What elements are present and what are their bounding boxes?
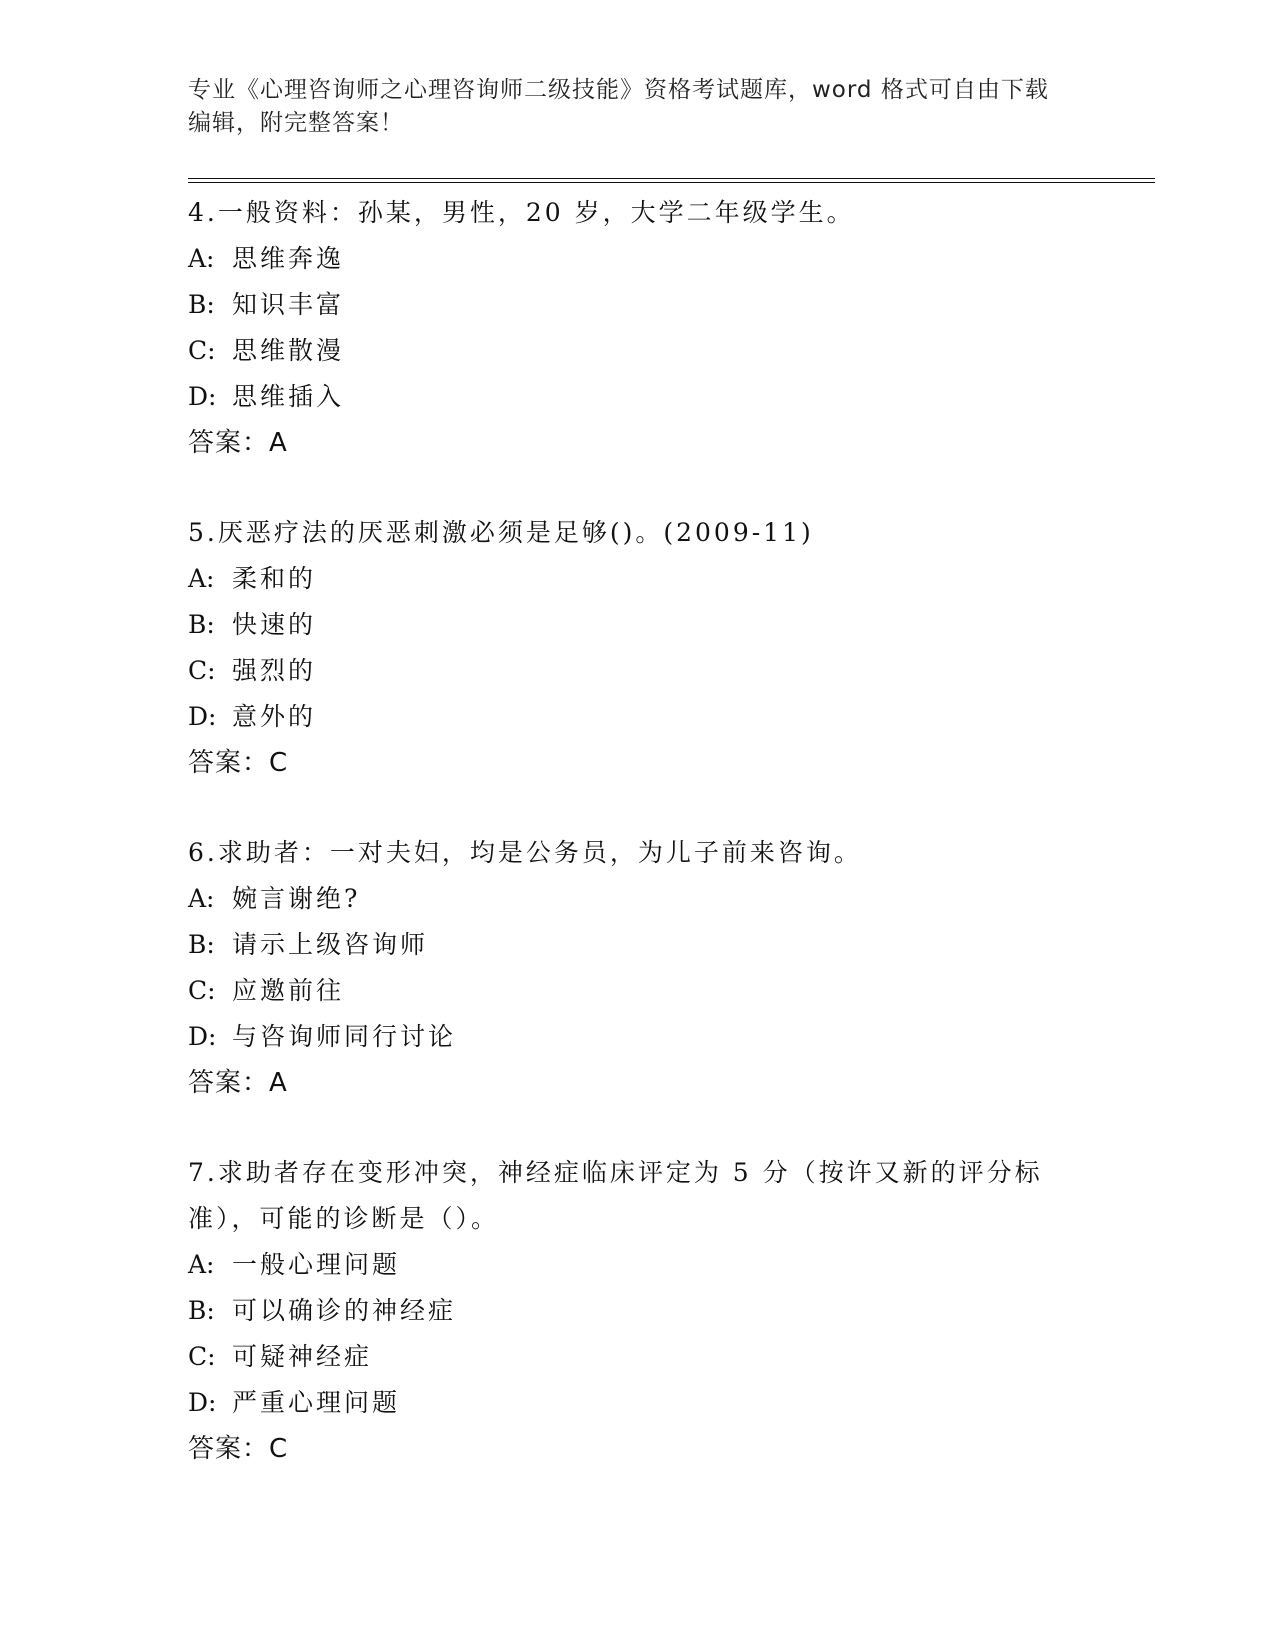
question-stem: 7.求助者存在变形冲突，神经症临床评定为 5 分（按许又新的评分标 — [188, 1158, 1043, 1187]
option-c — [188, 968, 1088, 1014]
option-b — [188, 282, 1088, 328]
option-key: C: — [188, 1342, 216, 1371]
option-key: D: — [188, 702, 217, 731]
option-key: D: — [188, 1022, 217, 1051]
answer-line: 答案：C — [188, 1434, 289, 1464]
option-d — [188, 1014, 1088, 1060]
option-text: 婉言谢绝? — [232, 884, 361, 913]
option-d — [188, 1380, 1088, 1426]
answer-line: 答案：C — [188, 748, 289, 778]
option-text: 思维奔逸 — [232, 244, 345, 273]
option-key: B: — [188, 930, 215, 959]
header-divider — [188, 178, 1155, 183]
question-stem: 5.厌恶疗法的厌恶刺激必须是足够()。(2009-11) — [188, 518, 814, 547]
question-item — [188, 830, 1088, 1106]
option-d — [188, 374, 1088, 420]
option-text: 意外的 — [232, 702, 317, 731]
spacer — [188, 1106, 1088, 1150]
option-key: C: — [188, 656, 216, 685]
question-stem: 准），可能的诊断是（）。 — [188, 1204, 500, 1233]
option-text: 思维散漫 — [232, 336, 345, 365]
option-text: 强烈的 — [232, 656, 317, 685]
option-text: 可疑神经症 — [232, 1342, 373, 1371]
question-stem: 6.求助者：一对夫妇，均是公务员，为儿子前来咨询。 — [188, 838, 862, 867]
question-list — [188, 190, 1088, 1472]
option-a — [188, 236, 1088, 282]
document-header — [188, 74, 1088, 140]
question-stem: 4.一般资料：孙某，男性，20 岁，大学二年级学生。 — [188, 198, 855, 227]
option-text: 一般心理问题 — [232, 1250, 401, 1279]
option-key: A: — [188, 1250, 215, 1279]
answer-line: 答案：A — [188, 1068, 288, 1098]
option-text: 知识丰富 — [232, 290, 345, 319]
spacer — [188, 786, 1088, 830]
question-item — [188, 510, 1088, 786]
option-b — [188, 602, 1088, 648]
header-line: 专业《心理咨询师之心理咨询师二级技能》资格考试题库，word 格式可自由下载 — [188, 77, 1049, 103]
option-text: 与咨询师同行讨论 — [232, 1022, 457, 1051]
option-a — [188, 876, 1088, 922]
answer-line: 答案：A — [188, 428, 288, 458]
option-text: 应邀前往 — [232, 976, 345, 1005]
option-a — [188, 556, 1088, 602]
option-text: 可以确诊的神经症 — [232, 1296, 457, 1325]
option-key: A: — [188, 564, 215, 593]
option-d — [188, 694, 1088, 740]
option-key: B: — [188, 1296, 215, 1325]
header-line: 编辑，附完整答案！ — [188, 110, 404, 136]
option-b — [188, 922, 1088, 968]
option-c — [188, 648, 1088, 694]
option-key: A: — [188, 244, 215, 273]
option-text: 快速的 — [232, 610, 317, 639]
question-item — [188, 1150, 1088, 1472]
option-text: 严重心理问题 — [232, 1388, 401, 1417]
option-c — [188, 1334, 1088, 1380]
option-key: D: — [188, 382, 217, 411]
spacer — [188, 466, 1088, 510]
option-key: B: — [188, 610, 215, 639]
option-key: A: — [188, 884, 215, 913]
option-text: 柔和的 — [232, 564, 317, 593]
option-key: C: — [188, 336, 216, 365]
option-c — [188, 328, 1088, 374]
option-b — [188, 1288, 1088, 1334]
option-key: D: — [188, 1388, 217, 1417]
option-a — [188, 1242, 1088, 1288]
question-item — [188, 190, 1088, 466]
option-text: 请示上级咨询师 — [232, 930, 429, 959]
option-text: 思维插入 — [232, 382, 345, 411]
option-key: B: — [188, 290, 215, 319]
option-key: C: — [188, 976, 216, 1005]
